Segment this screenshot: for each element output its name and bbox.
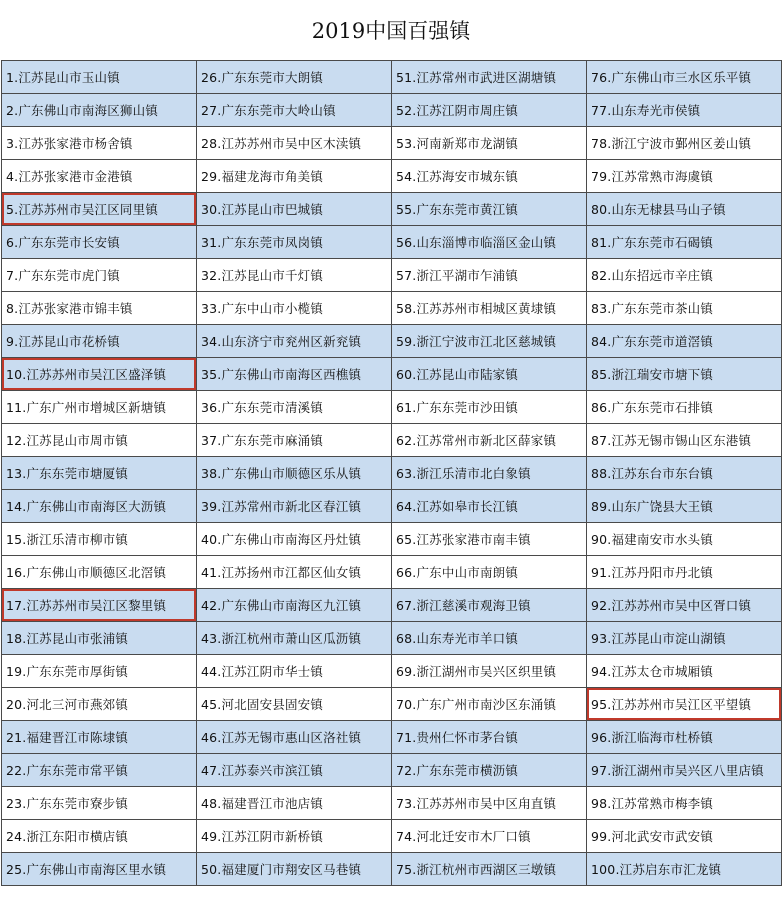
- table-cell: 79.江苏常熟市海虞镇: [587, 160, 782, 193]
- table-cell: 84.广东东莞市道滘镇: [587, 325, 782, 358]
- table-cell: 85.浙江瑞安市塘下镇: [587, 358, 782, 391]
- table-cell: 64.江苏如皋市长江镇: [392, 490, 587, 523]
- table-cell: 42.广东佛山市南海区九江镇: [197, 589, 392, 622]
- table-cell: 41.江苏扬州市江都区仙女镇: [197, 556, 392, 589]
- table-cell: 6.广东东莞市长安镇: [2, 226, 197, 259]
- table-row: [2, 160, 782, 193]
- table-cell: 75.浙江杭州市西湖区三墩镇: [392, 853, 587, 886]
- table-cell: 54.江苏海安市城东镇: [392, 160, 587, 193]
- table-cell: 1.江苏昆山市玉山镇: [2, 61, 197, 94]
- table-cell: 50.福建厦门市翔安区马巷镇: [197, 853, 392, 886]
- table-row: [2, 292, 782, 325]
- table-cell: 51.江苏常州市武进区湖塘镇: [392, 61, 587, 94]
- table-cell: 56.山东淄博市临淄区金山镇: [392, 226, 587, 259]
- table-cell: 58.江苏苏州市相城区黄埭镇: [392, 292, 587, 325]
- table-cell: 24.浙江东阳市横店镇: [2, 820, 197, 853]
- table-row: [2, 127, 782, 160]
- table-cell: 91.江苏丹阳市丹北镇: [587, 556, 782, 589]
- table-cell: 96.浙江临海市杜桥镇: [587, 721, 782, 754]
- table-cell: 55.广东东莞市黄江镇: [392, 193, 587, 226]
- table-cell: 25.广东佛山市南海区里水镇: [2, 853, 197, 886]
- table-row: [2, 358, 782, 391]
- table-cell: 92.江苏苏州市吴中区胥口镇: [587, 589, 782, 622]
- table-row: [2, 259, 782, 292]
- table-cell: 90.福建南安市水头镇: [587, 523, 782, 556]
- page-title: 2019中国百强镇: [311, 19, 471, 43]
- table-cell: 32.江苏昆山市千灯镇: [197, 259, 392, 292]
- table-row: [2, 457, 782, 490]
- table-cell: 88.江苏东台市东台镇: [587, 457, 782, 490]
- table-cell: 67.浙江慈溪市观海卫镇: [392, 589, 587, 622]
- table-cell: 31.广东东莞市凤岗镇: [197, 226, 392, 259]
- table-cell: 12.江苏昆山市周市镇: [2, 424, 197, 457]
- table-cell: 76.广东佛山市三水区乐平镇: [587, 61, 782, 94]
- table-cell: 13.广东东莞市塘厦镇: [2, 457, 197, 490]
- table-row: [2, 556, 782, 589]
- table-cell: 30.江苏昆山市巴城镇: [197, 193, 392, 226]
- table-cell: 39.江苏常州市新北区春江镇: [197, 490, 392, 523]
- table-cell: 15.浙江乐清市柳市镇: [2, 523, 197, 556]
- highlighted-cell: 17.江苏苏州市吴江区黎里镇: [2, 589, 197, 622]
- table-cell: 49.江苏江阴市新桥镇: [197, 820, 392, 853]
- table-row: [2, 787, 782, 820]
- table-cell: 74.河北迁安市木厂口镇: [392, 820, 587, 853]
- table-row: [2, 853, 782, 886]
- table-row: [2, 424, 782, 457]
- town-ranking-table: [1, 60, 782, 886]
- table-cell: 57.浙江平湖市乍浦镇: [392, 259, 587, 292]
- table-row: [2, 325, 782, 358]
- table-cell: 37.广东东莞市麻涌镇: [197, 424, 392, 457]
- table-cell: 11.广东广州市增城区新塘镇: [2, 391, 197, 424]
- table-cell: 27.广东东莞市大岭山镇: [197, 94, 392, 127]
- table-cell: 14.广东佛山市南海区大沥镇: [2, 490, 197, 523]
- table-row: [2, 655, 782, 688]
- table-cell: 9.江苏昆山市花桥镇: [2, 325, 197, 358]
- table-cell: 87.江苏无锡市锡山区东港镇: [587, 424, 782, 457]
- table-cell: 71.贵州仁怀市茅台镇: [392, 721, 587, 754]
- table-cell: 63.浙江乐清市北白象镇: [392, 457, 587, 490]
- table-cell: 3.江苏张家港市杨舍镇: [2, 127, 197, 160]
- table-row: [2, 754, 782, 787]
- table-cell: 86.广东东莞市石排镇: [587, 391, 782, 424]
- table-cell: 45.河北固安县固安镇: [197, 688, 392, 721]
- table-cell: 61.广东东莞市沙田镇: [392, 391, 587, 424]
- table-cell: 94.江苏太仓市城厢镇: [587, 655, 782, 688]
- table-cell: 23.广东东莞市寮步镇: [2, 787, 197, 820]
- table-cell: 34.山东济宁市兖州区新兖镇: [197, 325, 392, 358]
- table-cell: 68.山东寿光市羊口镇: [392, 622, 587, 655]
- table-cell: 26.广东东莞市大朗镇: [197, 61, 392, 94]
- table-row: [2, 391, 782, 424]
- table-cell: 28.江苏苏州市吴中区木渎镇: [197, 127, 392, 160]
- table-cell: 20.河北三河市燕郊镇: [2, 688, 197, 721]
- table-cell: 4.江苏张家港市金港镇: [2, 160, 197, 193]
- table-row: [2, 721, 782, 754]
- table-cell: 46.江苏无锡市惠山区洛社镇: [197, 721, 392, 754]
- table-cell: 73.江苏苏州市吴中区甪直镇: [392, 787, 587, 820]
- table-row: [2, 688, 782, 721]
- table-cell: 97.浙江湖州市吴兴区八里店镇: [587, 754, 782, 787]
- highlighted-cell: 95.江苏苏州市吴江区平望镇: [587, 688, 782, 721]
- table-cell: 66.广东中山市南朗镇: [392, 556, 587, 589]
- table-cell: 44.江苏江阴市华士镇: [197, 655, 392, 688]
- table-row: [2, 490, 782, 523]
- table-row: [2, 61, 782, 94]
- table-row: [2, 820, 782, 853]
- table-cell: 99.河北武安市武安镇: [587, 820, 782, 853]
- table-cell: 2.广东佛山市南海区狮山镇: [2, 94, 197, 127]
- table-cell: 100.江苏启东市汇龙镇: [587, 853, 782, 886]
- table-row: [2, 622, 782, 655]
- table-cell: 89.山东广饶县大王镇: [587, 490, 782, 523]
- table-cell: 38.广东佛山市顺德区乐从镇: [197, 457, 392, 490]
- table-cell: 81.广东东莞市石碣镇: [587, 226, 782, 259]
- table-row: [2, 94, 782, 127]
- table-cell: 78.浙江宁波市鄞州区姜山镇: [587, 127, 782, 160]
- table-cell: 33.广东中山市小榄镇: [197, 292, 392, 325]
- table-row: [2, 523, 782, 556]
- table-cell: 36.广东东莞市清溪镇: [197, 391, 392, 424]
- table-cell: 47.江苏泰兴市滨江镇: [197, 754, 392, 787]
- table-cell: 16.广东佛山市顺德区北滘镇: [2, 556, 197, 589]
- table-cell: 83.广东东莞市茶山镇: [587, 292, 782, 325]
- table-row: [2, 193, 782, 226]
- table-cell: 62.江苏常州市新北区薛家镇: [392, 424, 587, 457]
- table-cell: 48.福建晋江市池店镇: [197, 787, 392, 820]
- highlighted-cell: 10.江苏苏州市吴江区盛泽镇: [2, 358, 197, 391]
- table-cell: 80.山东无棣县马山子镇: [587, 193, 782, 226]
- table-cell: 82.山东招远市辛庄镇: [587, 259, 782, 292]
- table-cell: 19.广东东莞市厚街镇: [2, 655, 197, 688]
- table-cell: 98.江苏常熟市梅李镇: [587, 787, 782, 820]
- highlighted-cell: 5.江苏苏州市吴江区同里镇: [2, 193, 197, 226]
- table-cell: 35.广东佛山市南海区西樵镇: [197, 358, 392, 391]
- table-cell: 72.广东东莞市横沥镇: [392, 754, 587, 787]
- table-cell: 60.江苏昆山市陆家镇: [392, 358, 587, 391]
- table-cell: 93.江苏昆山市淀山湖镇: [587, 622, 782, 655]
- table-cell: 18.江苏昆山市张浦镇: [2, 622, 197, 655]
- table-cell: 69.浙江湖州市吴兴区织里镇: [392, 655, 587, 688]
- table-cell: 8.江苏张家港市锦丰镇: [2, 292, 197, 325]
- table-cell: 59.浙江宁波市江北区慈城镇: [392, 325, 587, 358]
- table-cell: 53.河南新郑市龙湖镇: [392, 127, 587, 160]
- table-row: [2, 226, 782, 259]
- table-cell: 70.广东广州市南沙区东涌镇: [392, 688, 587, 721]
- table-cell: 77.山东寿光市侯镇: [587, 94, 782, 127]
- table-cell: 40.广东佛山市南海区丹灶镇: [197, 523, 392, 556]
- table-row: [2, 589, 782, 622]
- table-cell: 65.江苏张家港市南丰镇: [392, 523, 587, 556]
- table-cell: 21.福建晋江市陈埭镇: [2, 721, 197, 754]
- table-cell: 7.广东东莞市虎门镇: [2, 259, 197, 292]
- table-cell: 29.福建龙海市角美镇: [197, 160, 392, 193]
- table-cell: 52.江苏江阴市周庄镇: [392, 94, 587, 127]
- table-cell: 22.广东东莞市常平镇: [2, 754, 197, 787]
- table-cell: 43.浙江杭州市萧山区瓜沥镇: [197, 622, 392, 655]
